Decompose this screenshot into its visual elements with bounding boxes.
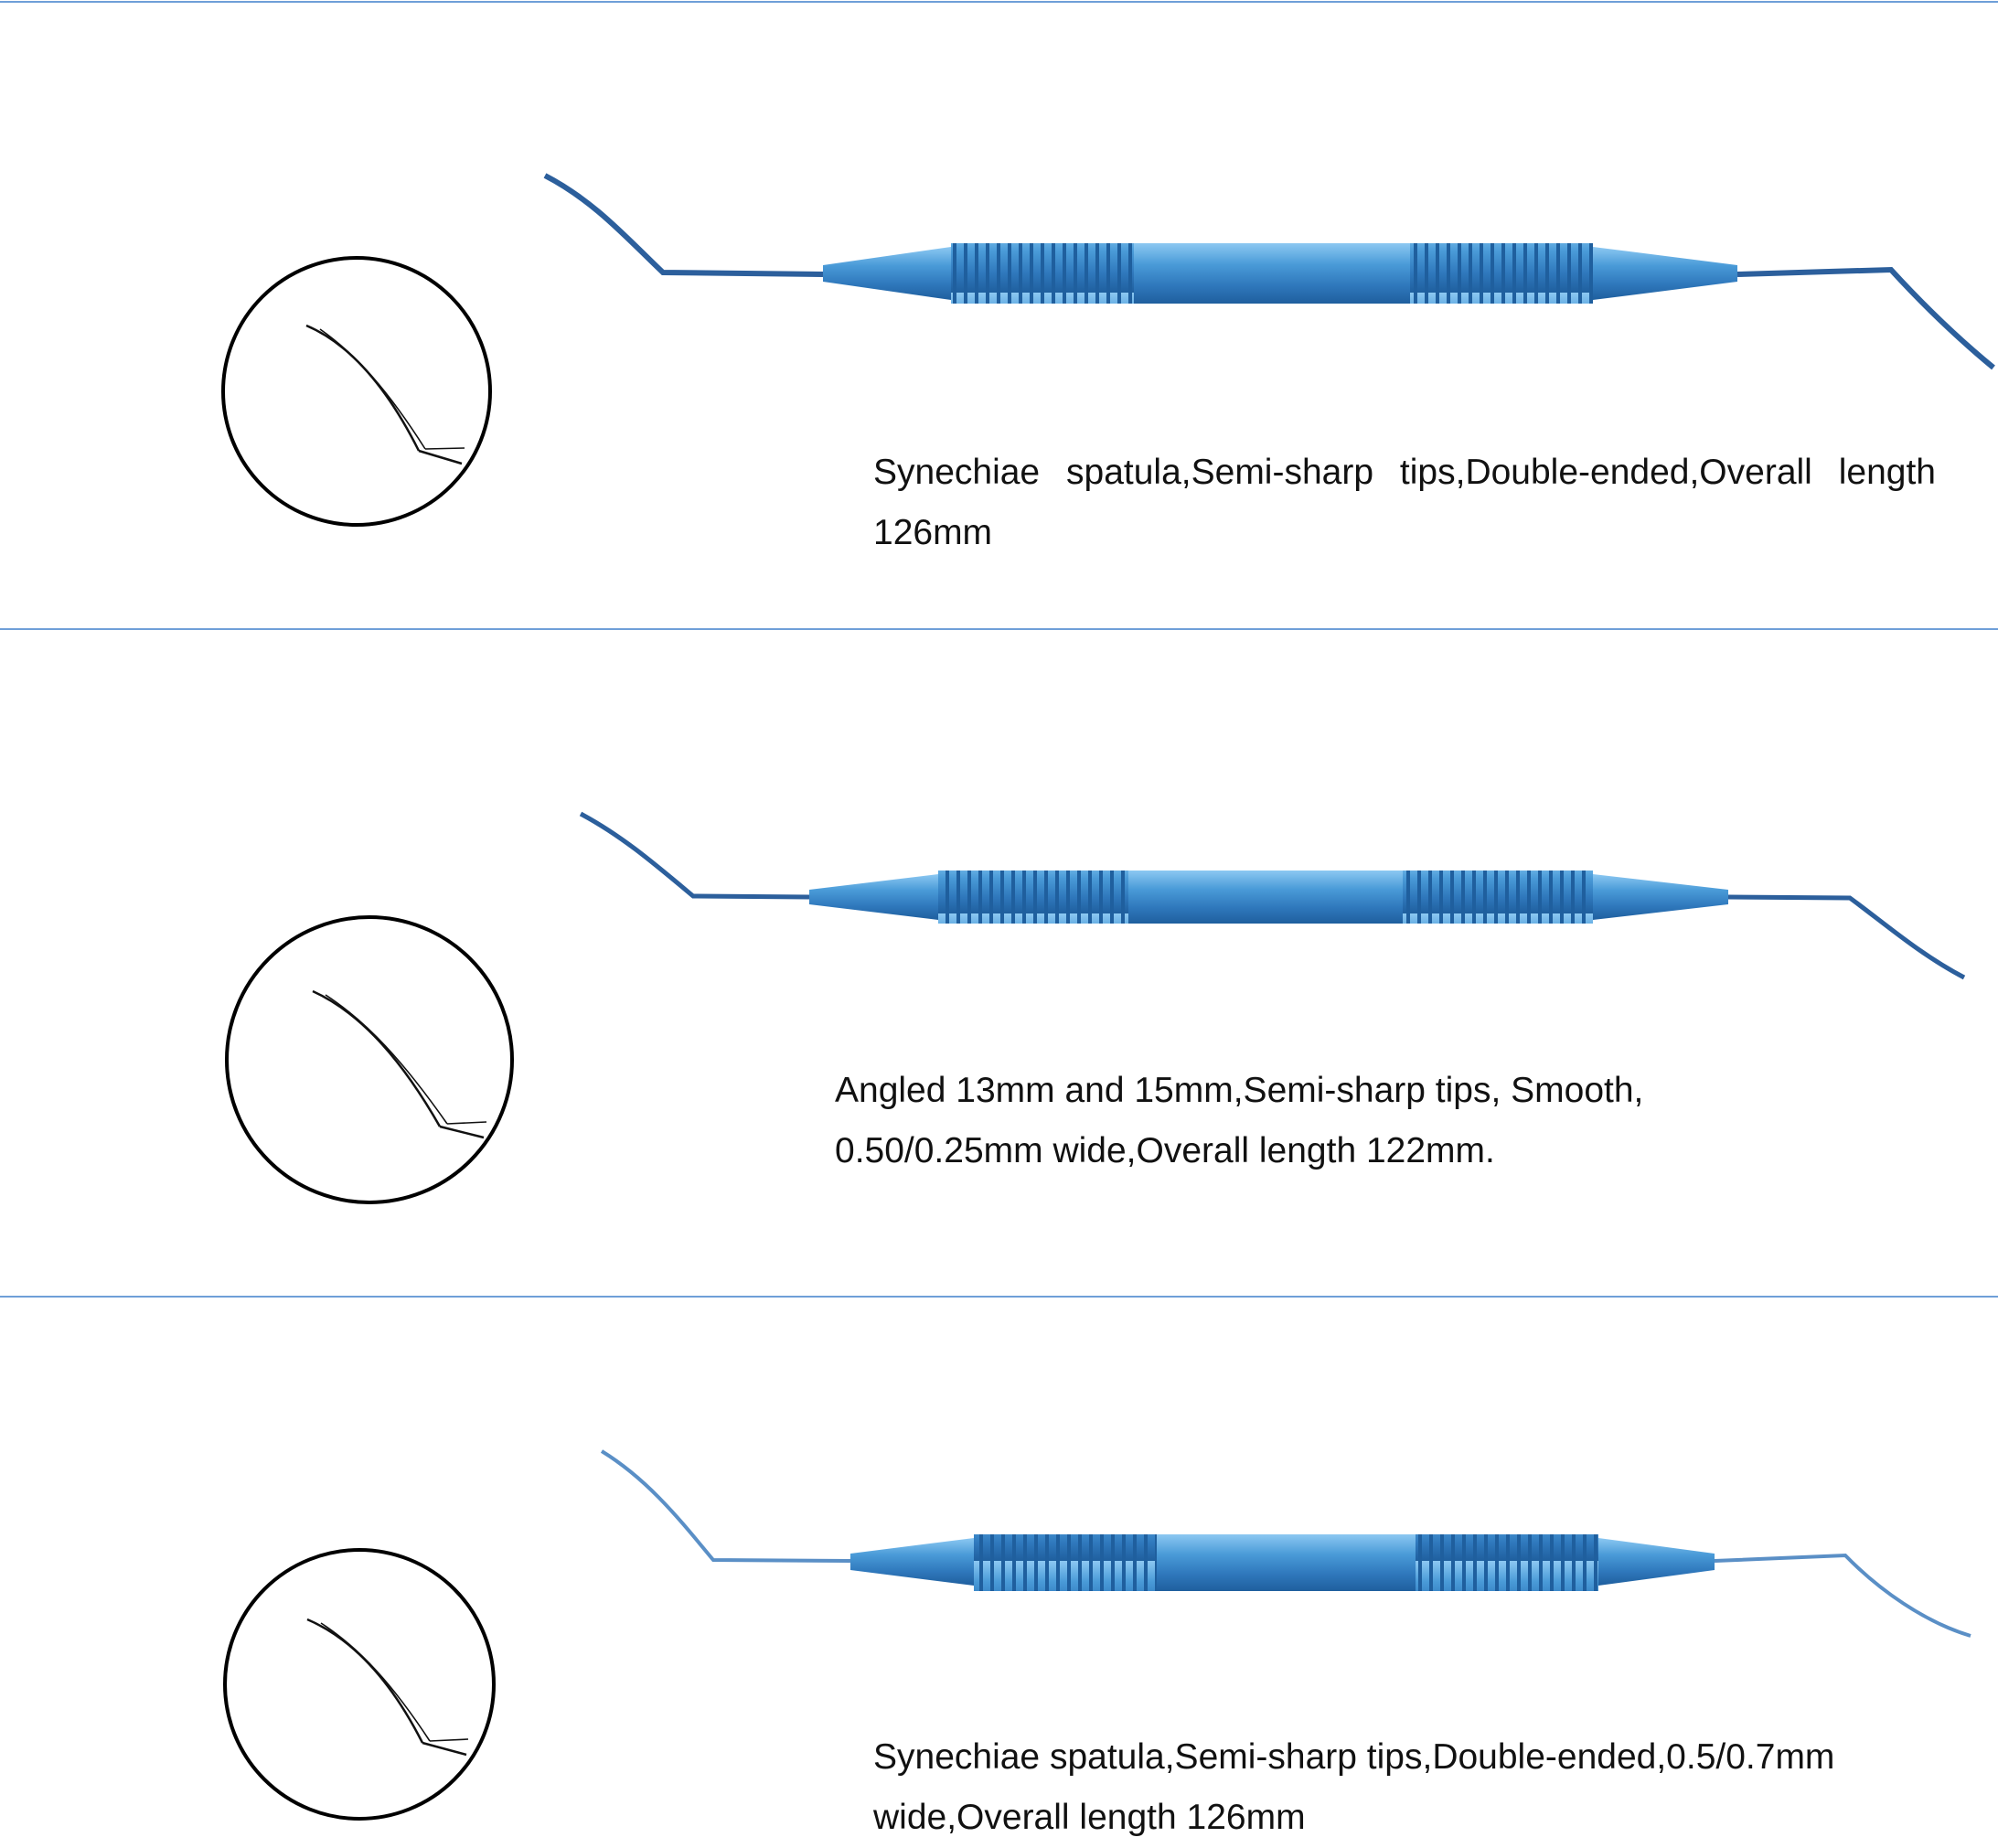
double-ended-spatula-icon	[599, 1444, 1998, 1645]
tip-detail-magnifier-icon	[219, 254, 494, 529]
double-ended-spatula-icon	[576, 804, 1998, 987]
product-row-1	[0, 0, 1998, 628]
tip-detail-magnifier-icon	[223, 911, 516, 1209]
product-row-3	[0, 1298, 1998, 1847]
tip-detail-magnifier-icon	[221, 1546, 497, 1822]
product-description: Synechiae spatula,Semi-sharp tips,Double-ended,0.5/0.7mm wide,Overall length 126mm	[873, 1737, 1835, 1837]
product-description: Angled 13mm and 15mm,Semi-sharp tips, Smooth, 0.50/0.25mm wide,Overall length 122mm.	[835, 1071, 1644, 1170]
double-ended-spatula-icon	[540, 165, 1998, 384]
product-row-2	[0, 630, 1998, 1296]
product-description: Synechiae spatula,Semi-sharp tips,Double-ended,Overall length 126mm	[873, 453, 1936, 552]
